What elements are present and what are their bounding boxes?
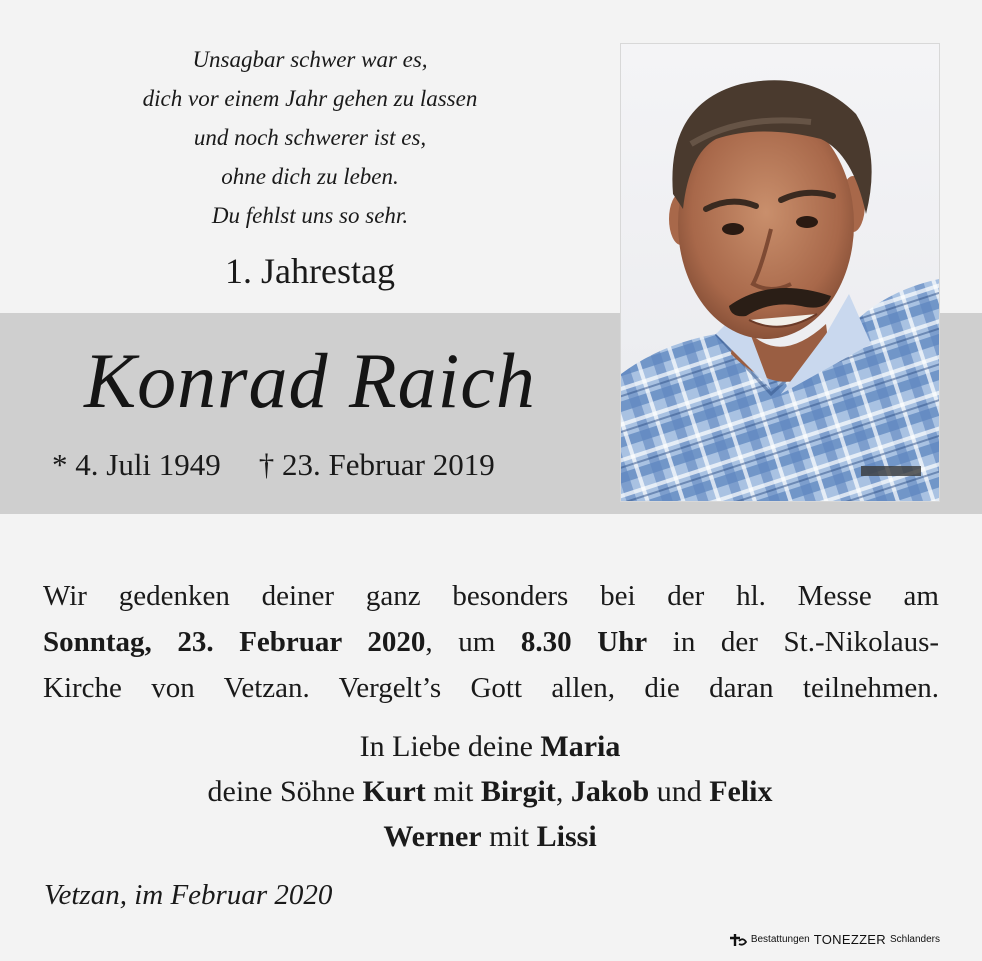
text-segment: mit	[481, 820, 537, 853]
family-line-1	[40, 724, 940, 769]
family-name: Birgit	[480, 775, 556, 808]
birth-date: * 4. Juli 1949	[52, 447, 221, 482]
family-line-3	[40, 814, 940, 859]
mass-date: Sonntag, 23. Februar 2020	[43, 626, 426, 658]
family-name: Kurt	[362, 775, 426, 808]
place-and-date: Vetzan, im Februar 2020	[44, 879, 333, 911]
poem-line: dich vor einem Jahr gehen zu lassen	[142, 86, 478, 111]
poem-line: ohne dich zu leben.	[221, 164, 399, 189]
family-name: Felix	[709, 775, 773, 808]
mass-time: 8.30 Uhr	[520, 626, 648, 658]
family-line-2	[40, 769, 940, 814]
family-name: Lissi	[536, 820, 597, 853]
poem-line: Du fehlst uns so sehr.	[211, 203, 409, 228]
announcement-line-1: Wir gedenken deiner ganz besonders bei der hl. Messe am	[43, 580, 939, 612]
text-segment: In Liebe deine	[359, 730, 541, 763]
credit-suffix: Schlanders	[889, 934, 940, 945]
death-date: † 23. Februar 2019	[258, 447, 495, 482]
mass-announcement	[43, 573, 939, 711]
text-segment: ,	[555, 775, 571, 808]
credit-brand: TONEZZER	[813, 932, 886, 947]
portrait-icon	[621, 44, 939, 501]
poem-line: und noch schwerer ist es,	[193, 125, 427, 150]
anniversary-heading: 1. Jahrestag	[225, 251, 395, 291]
announcement-line-2	[43, 619, 939, 665]
text-segment: in der St.-Nikolaus-	[647, 626, 940, 658]
poem	[70, 40, 550, 235]
family-name: Jakob	[570, 775, 650, 808]
text-segment: und	[649, 775, 710, 808]
life-dates	[52, 447, 592, 483]
poem-line: Unsagbar schwer war es,	[192, 47, 428, 72]
cross-logo-icon	[729, 933, 747, 947]
family-name: Werner	[383, 820, 482, 853]
credit-prefix: Bestattungen	[750, 934, 810, 945]
text-segment: deine Söhne	[207, 775, 363, 808]
family-signature	[40, 724, 940, 859]
deceased-name: Konrad Raich	[84, 337, 536, 424]
funeral-home-credit	[729, 932, 940, 947]
family-name: Maria	[540, 730, 621, 763]
text-segment: , um	[425, 626, 521, 658]
portrait-photo	[620, 43, 940, 502]
announcement-line-3: Kirche von Vetzan. Vergelt’s Gott allen, die daran teilnehmen.	[43, 672, 939, 704]
text-segment: mit	[425, 775, 481, 808]
